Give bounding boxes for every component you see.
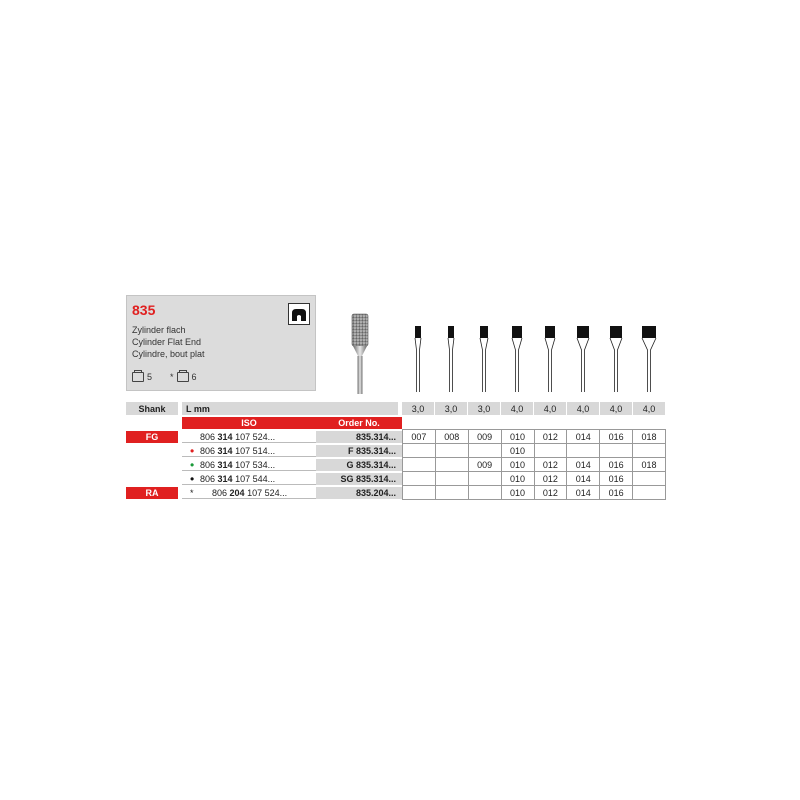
bur-silhouette (639, 322, 659, 394)
size-cell (436, 458, 469, 472)
size-cell (436, 472, 469, 486)
table-row (182, 473, 402, 485)
size-cell (403, 486, 436, 500)
length-cell: 3,0 (435, 402, 468, 415)
length-row (402, 402, 666, 415)
iso-number (182, 488, 316, 498)
size-cell (633, 472, 666, 486)
length-cell: 4,0 (534, 402, 567, 415)
size-cell (633, 444, 666, 458)
size-cell: 016 (600, 486, 633, 500)
length-cell: 4,0 (600, 402, 633, 415)
size-row (403, 444, 666, 458)
iso-part-b: 314 (217, 459, 233, 470)
size-cell: 012 (535, 430, 568, 444)
flat-end-cylinder-icon (288, 303, 310, 325)
iso-part-a: 806 (200, 445, 216, 456)
size-row (403, 486, 666, 500)
size-cell (469, 472, 502, 486)
group-label-fg: FG (126, 431, 178, 443)
pack-star: 6 (191, 372, 197, 382)
bur-silhouette (474, 322, 494, 394)
size-cell (600, 444, 633, 458)
size-cell: 009 (469, 458, 502, 472)
product-name-fr: Cylindre, bout plat (132, 349, 205, 359)
group-label-ra: RA (126, 487, 178, 499)
pack-standard: 5 (147, 372, 153, 382)
size-cell (436, 486, 469, 500)
diamond-bur-illustration (345, 312, 375, 394)
size-row (403, 430, 666, 444)
length-label: L mm (182, 402, 398, 415)
bur-silhouette (606, 322, 626, 394)
order-number: F 835.314... (316, 445, 402, 457)
length-cell: 4,0 (567, 402, 600, 415)
size-cell: 012 (535, 458, 568, 472)
length-cell: 4,0 (633, 402, 666, 415)
size-cell: 012 (535, 472, 568, 486)
variant-marker: * (190, 487, 194, 498)
size-cell: 016 (600, 458, 633, 472)
size-cell: 008 (436, 430, 469, 444)
iso-part-c: 107 544... (235, 473, 276, 484)
length-cell: 4,0 (501, 402, 534, 415)
size-cell: 018 (633, 430, 666, 444)
bur-silhouette (540, 322, 560, 394)
iso-part-a: 806 (212, 487, 228, 498)
iso-header: ISO (182, 417, 316, 429)
iso-part-c: 107 534... (235, 459, 276, 470)
size-cell: 010 (502, 486, 535, 500)
order-number: 835.314... (316, 431, 402, 443)
iso-number (182, 458, 316, 472)
size-cell (403, 444, 436, 458)
pack-info (132, 372, 197, 382)
iso-part-c: 107 524... (247, 487, 288, 498)
size-row (403, 458, 666, 472)
table-row (182, 487, 402, 499)
size-cell: 014 (567, 430, 600, 444)
iso-part-b: 314 (217, 431, 233, 442)
order-number: 835.204... (316, 487, 402, 499)
size-cell (469, 444, 502, 458)
package-icon (132, 372, 144, 382)
iso-number (182, 444, 316, 458)
bur-silhouette (408, 322, 428, 394)
product-name-en: Cylinder Flat End (132, 337, 202, 347)
size-cell (567, 444, 600, 458)
variant-marker: • (190, 457, 195, 472)
size-cell (633, 486, 666, 500)
product-name-de: Zylinder flach (132, 325, 186, 335)
iso-part-b: 204 (229, 487, 245, 498)
size-row (403, 472, 666, 486)
size-cell: 010 (502, 430, 535, 444)
size-cell (436, 444, 469, 458)
size-cell (403, 472, 436, 486)
variant-marker: • (190, 443, 195, 458)
iso-number (182, 472, 316, 486)
iso-number (182, 432, 316, 442)
size-cell: 012 (535, 486, 568, 500)
order-header: Order No. (316, 417, 402, 429)
package-icon (177, 372, 189, 382)
size-cell: 016 (600, 430, 633, 444)
size-cell: 014 (567, 486, 600, 500)
size-cell: 010 (502, 458, 535, 472)
size-cell: 010 (502, 444, 535, 458)
order-number: SG 835.314... (316, 473, 402, 485)
table-row (182, 445, 402, 457)
variant-marker: • (190, 471, 195, 486)
size-cell (469, 486, 502, 500)
iso-part-a: 806 (200, 459, 216, 470)
size-cell: 010 (502, 472, 535, 486)
product-number: 835 (132, 302, 156, 318)
order-number: G 835.314... (316, 459, 402, 471)
iso-part-c: 107 524... (235, 431, 276, 442)
iso-part-a: 806 (200, 473, 216, 484)
size-grid (402, 429, 666, 500)
iso-part-a: 806 (200, 431, 216, 442)
table-row (182, 459, 402, 471)
iso-part-b: 314 (217, 445, 233, 456)
size-cell: 014 (567, 458, 600, 472)
size-cell (535, 444, 568, 458)
size-cell: 009 (469, 430, 502, 444)
bur-silhouette (573, 322, 593, 394)
length-cell: 3,0 (402, 402, 435, 415)
length-cell: 3,0 (468, 402, 501, 415)
size-cell: 014 (567, 472, 600, 486)
table-row (182, 431, 402, 443)
size-cell: 018 (633, 458, 666, 472)
bur-silhouette (441, 322, 461, 394)
size-cell: 007 (403, 430, 436, 444)
shank-label: Shank (126, 402, 178, 415)
size-cell (403, 458, 436, 472)
iso-part-c: 107 514... (235, 445, 276, 456)
iso-part-b: 314 (217, 473, 233, 484)
pack-star-prefix: * (170, 372, 174, 382)
bur-silhouette (507, 322, 527, 394)
size-cell: 016 (600, 472, 633, 486)
